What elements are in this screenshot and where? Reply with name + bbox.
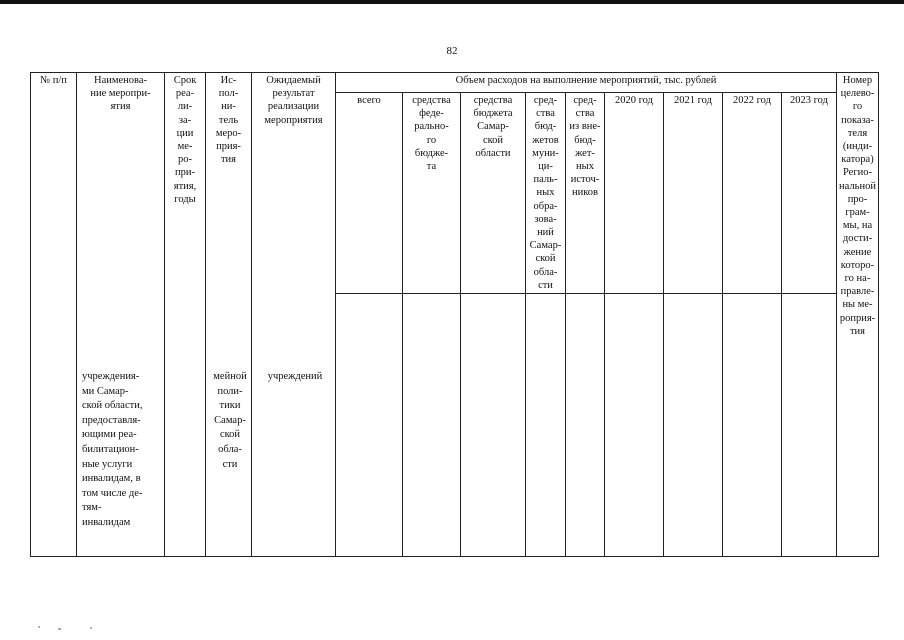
col-municipal-header: сред- ства бюд- жетов муни- ци- паль- ных обра- зова- ний Самар- ской обла- сти (526, 93, 566, 294)
col-total-header: всего (336, 93, 403, 294)
col-num-header: № п/п (31, 73, 77, 557)
continuation-name-text: учреждения- ми Самар- ской области, предоставля- ющими реа- билитацион- ные услуги инвалидам, в том числе де- тям- инвалидам (82, 371, 143, 528)
col-result-header: Ожидаемый результат реализации мероприятия (252, 73, 336, 557)
scan-speck (58, 628, 61, 630)
scan-speck (38, 626, 40, 628)
empty-cell (336, 294, 403, 557)
col-offbudget-header: сред- ства из вне- бюд- жет- ных источ- ников (566, 93, 605, 294)
col-federal-header: средства феде- рально- го бюдже- та (403, 93, 461, 294)
empty-cell (566, 294, 605, 557)
empty-cell (526, 294, 566, 557)
spend-group-header: Объем расходов на выполнение мероприятий, тыс. рублей (336, 73, 837, 93)
empty-cell (403, 294, 461, 557)
col-indicator-header: Номер целево- го показа- теля (инди- катора) Регио- нальной про- грам- мы, на дости- жение которо- го на- правле- ны ме- роприя- тия (837, 73, 879, 557)
col-2023-header: 2023 год (782, 93, 837, 294)
empty-cell (723, 294, 782, 557)
col-2022-header: 2022 год (723, 93, 782, 294)
page-number: 82 (446, 45, 458, 57)
col-2021-header: 2021 год (664, 93, 723, 294)
col-name-header: Наименова- ние меропри- ятия (77, 73, 165, 557)
top-border-line (0, 0, 904, 4)
empty-cell (782, 294, 837, 557)
col-regional-header: средства бюджета Самар- ской области (461, 93, 526, 294)
col-executor-header: Ис- пол- ни- тель меро- прия- тия (206, 73, 252, 557)
empty-cell (664, 294, 723, 557)
continuation-executor-text: мейной поли- тики Самар- ской обла- сти (213, 371, 247, 470)
empty-cell (461, 294, 526, 557)
col-2020-header: 2020 год (605, 93, 664, 294)
scan-speck (90, 627, 92, 629)
header-row-1 (31, 73, 879, 93)
empty-cell (605, 294, 664, 557)
col-period-header: Срок реа- ли- за- ции ме- ро- при- ятия, годы (165, 73, 206, 557)
continuation-result-text: учреждений (267, 371, 323, 382)
